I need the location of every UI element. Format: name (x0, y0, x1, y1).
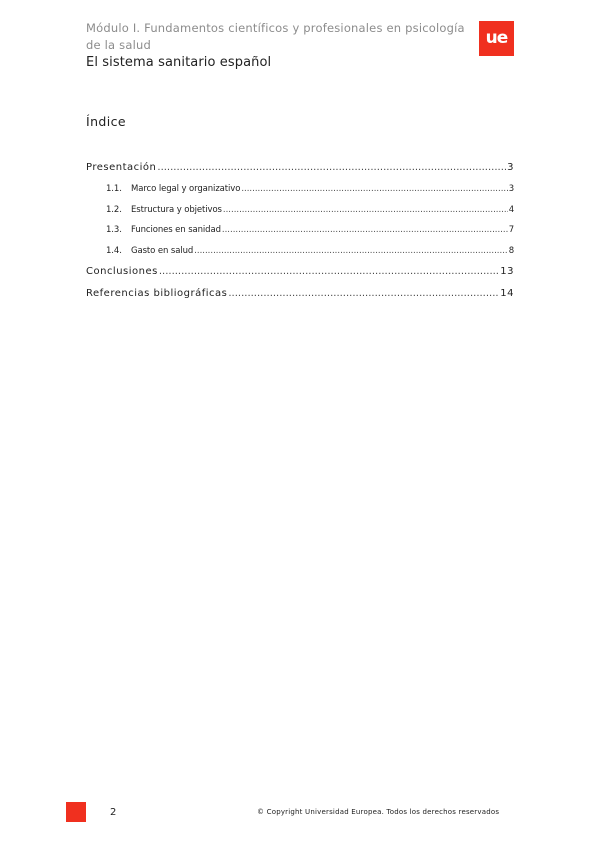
toc-leader-dots (159, 266, 499, 277)
toc-leader-dots (228, 288, 499, 299)
toc-entry-label: Gasto en salud (131, 245, 194, 256)
toc-entry-page: 14 (500, 288, 514, 299)
footer-brand-square (66, 802, 86, 822)
toc-entry-page: 4 (508, 204, 514, 215)
document-subtitle: El sistema sanitario español (86, 55, 272, 70)
toc-entry-label: Presentación (86, 162, 157, 173)
table-of-contents (86, 162, 514, 310)
index-title: Índice (86, 114, 126, 129)
toc-entry-referencias[interactable] (86, 288, 514, 310)
footer-page-number: 2 (110, 807, 117, 818)
toc-entry-conclusiones[interactable] (86, 266, 514, 288)
toc-leader-dots (194, 246, 508, 256)
toc-entry-label: Funciones en sanidad (131, 225, 221, 235)
university-logo: ue (479, 21, 514, 56)
toc-entry-marco-legal[interactable] (86, 184, 514, 205)
toc-entry-page: 3 (508, 184, 514, 194)
toc-entry-number: 1.2. (106, 204, 122, 215)
toc-entry-number: 1.1. (106, 184, 122, 194)
toc-entry-number: 1.3. (106, 225, 122, 235)
module-header: Módulo I. Fundamentos científicos y profesionales en psicología de la salud (86, 21, 465, 52)
toc-entry-number: 1.4. (106, 245, 122, 256)
toc-entry-label: Conclusiones (86, 266, 158, 277)
toc-leader-dots (157, 162, 506, 173)
toc-entry-label: Referencias bibliográficas (86, 288, 228, 299)
toc-entry-label: Estructura y objetivos (131, 204, 222, 215)
toc-leader-dots (241, 184, 507, 194)
toc-entry-label: Marco legal y organizativo (131, 184, 241, 194)
toc-entry-page: 13 (500, 266, 514, 277)
toc-entry-page: 8 (508, 245, 514, 256)
toc-entry-funciones[interactable] (86, 225, 514, 246)
toc-entry-page: 7 (508, 225, 514, 235)
toc-leader-dots (223, 205, 508, 215)
toc-entry-gasto[interactable] (86, 246, 514, 267)
footer-copyright: © Copyright Universidad Europea. Todos los derechos reservados (257, 808, 500, 816)
toc-entry-presentacion[interactable] (86, 162, 514, 184)
toc-entry-estructura[interactable] (86, 205, 514, 226)
toc-leader-dots (222, 225, 508, 235)
toc-entry-page: 3 (507, 162, 514, 173)
